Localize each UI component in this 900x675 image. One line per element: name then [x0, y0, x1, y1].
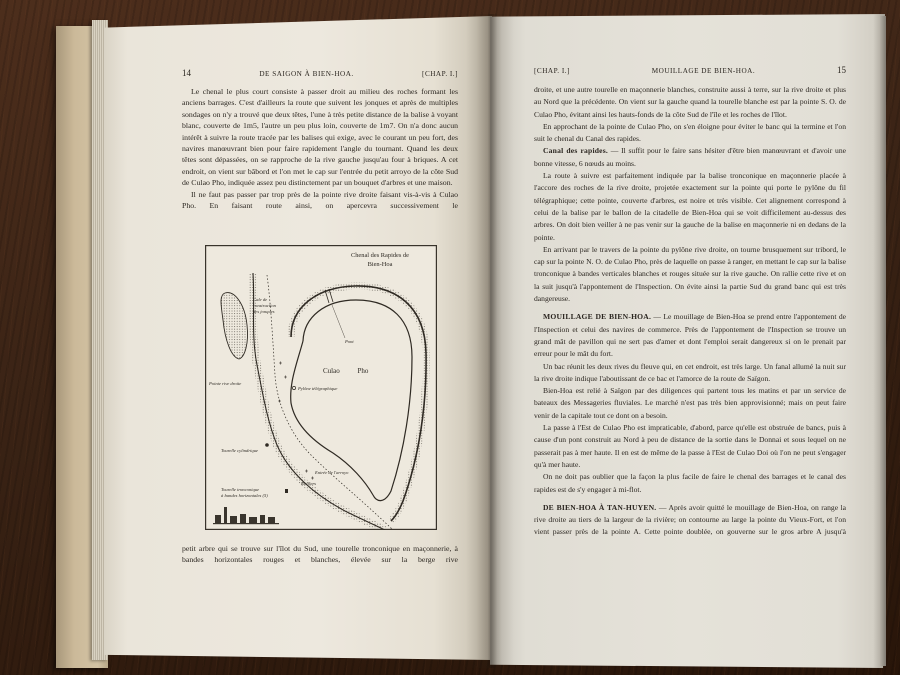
- paragraph-mouillage: [534, 311, 846, 360]
- chapter-marker: [CHAP. I.]: [534, 67, 570, 75]
- map-label: Pylône télégraphique: [298, 386, 338, 391]
- map-figure: [205, 245, 437, 530]
- paragraph: Il ne faut pas passer par trop près de la pointe rive droite faisant vis-à-vis à Culao Pho. En faisant route ainsi, on apercevra successivement le: [182, 189, 458, 211]
- page-number: 14: [182, 68, 191, 78]
- paragraph: En arrivant par le travers de la pointe du pylône rive droite, on tourne brusquement sur tribord, le cap sur la pointe N. O. de Culao Pho, près de laquelle on passe à ranger, en mettant le cap sur la balise tronconique à bandes verticales blanches et rouges située sur la rive gauche. On rallie cette rive et on la suit jusqu'à l'appontement de l'Inspection. On évite ainsi la partie Sud du grand banc qui est très dangereuse.: [534, 244, 846, 304]
- paragraph-body: — Après avoir quitté le mouillage de Bien-Hoa, on range la rive droite au tiers de la largeur de la rivière; on contourne au large la pointe du Vieux-Fort, et l'on vient passer près de la pointe A. Cette pointe doublée, on gouverne sur le gros arbre A jusqu'à: [534, 502, 847, 537]
- right-page-text: [534, 84, 846, 539]
- paragraph-tan-huyen: [534, 502, 846, 539]
- map-label: Rochers: [301, 481, 317, 486]
- map-label: Cale de: [253, 297, 268, 302]
- paragraph-body: — Il suffit pour le faire sans hésiter d'être bien manœuvrant et d'avoir une bonne vitesse, 6 nœuds au moins.: [534, 146, 846, 168]
- paragraph: petit arbre qui se trouve sur l'îlot du Sud, une tourelle tronconique en maçonnerie, à bandes horizontales rouges et blanches, élevée sur la berge rive: [182, 544, 458, 565]
- map-label: Entrée de l'arroyo: [315, 470, 349, 475]
- right-page-edge: [880, 16, 886, 666]
- section-heading: MOUILLAGE DE BIEN-HOA.: [543, 312, 652, 322]
- paragraph: On ne doit pas oublier que la façon la plus facile de faire le chenal des barrages et le canal des rapides est de s'y engager à mi-flot.: [534, 472, 846, 494]
- paragraph: Un bac réunit les deux rives du fleuve qui, en cet endroit, est très large. Un fanal allumé la nuit sur la rive droite indique l'aboutissant de ce bac et l'amorce de la route de Saïgon.: [534, 361, 846, 383]
- tourelle-cylindrique-marker: [265, 443, 269, 447]
- right-page-header: [534, 65, 846, 75]
- chapter-marker: [CHAP. I.]: [422, 70, 458, 78]
- map-label: construction: [253, 303, 276, 308]
- paragraph: Le chenal le plus court consiste à passer droit au milieu des roches formant les anciens barrages. C'est d'ailleurs la route que suivent les jonques et après de multiples sondages on n'y a trouvé que deux têtes, l'une à très petite distance de la balise à voyant blanc, couverte de 1m5, l'autre un peu plus loin, couverte de 1m7. On n'a donc aucun intérêt à suivre la route tracée par les balises qui exige, avec le courant un peu fort, des navires manœuvrant bien pour faire rapidement l'angle du tournant. Quand les deux têtes sont dépassées, on se rapproche de la rive gauche jusqu'au four à briques. A cet endroit, on vient sur bâbord et l'on met le cap sur l'entrée du petit arroyo de la côte Sud de Culao Pho, indiquée assez peu distinctement par un bouquet d'arbres et une maison.: [182, 87, 458, 188]
- tourelle-tronconique-marker: [285, 489, 288, 493]
- paragraph: droite, et une autre tourelle en maçonnerie blanches, construite aussi à terre, sur la rive droite et plus au Nord que la précédente. On vient sur la gauche quand la tourelle blanche est par la pointe S. O. de Culao Pho, évitant ainsi les hauts-fonds de la côte Sud de l'île et les roches de l'îlot.: [534, 85, 846, 119]
- section-heading: DE BIEN-HOA À TAN-HUYEN.: [543, 502, 657, 512]
- map-label: Pointe rive droite: [209, 381, 242, 386]
- map-title-line: Bien-Hoa: [367, 261, 393, 268]
- island-label: Culao Pho: [323, 367, 369, 375]
- map-label: Tourelle tronconique: [221, 487, 260, 492]
- left-page-text-after-map: [182, 543, 458, 566]
- running-head: DE SAIGON À BIEN-HOA.: [259, 70, 354, 78]
- map-label: Tourelle cylindrique: [221, 448, 259, 453]
- page-number: 15: [836, 65, 846, 75]
- map-label: des jonques: [253, 309, 275, 314]
- left-page-text: [182, 86, 458, 211]
- map-rapides-bien-hoa: [205, 245, 437, 530]
- paragraph: Bien-Hoa est relié à Saïgon par des diligences qui partent tous les matins et par un service de bateaux des Messageries fluviales. Le marché n'est pas très bien approvisionné; mais on peut faire venir de la capitale tout ce dont on a besoin.: [534, 386, 846, 420]
- book-gutter-shadow: [466, 14, 514, 668]
- paragraph-body: — Le mouillage de Bien-Hoa se prend entre l'appontement de l'Inspection et celui des navires de commerce. Près de l'appontement de l'Inspection se trouve un grand mât de pavillon qui ne sert pas d'amer et dont l'emploi serait dangereux si on le prenait par erreur pour le mât du fort.: [534, 312, 846, 359]
- paragraph: En approchant de la pointe de Culao Pho, on s'en éloigne pour éviter le banc qui la termine et l'on suit le chenal du Canal des rapides.: [534, 121, 846, 144]
- paragraph-canal-des-rapides: [534, 145, 846, 170]
- map-label: à bandes horizontales (5): [221, 493, 268, 498]
- running-head: MOUILLAGE DE BIEN-HOA.: [651, 67, 756, 75]
- map-title-line: Chenal des Rapides de: [350, 252, 410, 259]
- section-heading: Canal des rapides.: [543, 146, 608, 156]
- map-label: Pont: [345, 339, 354, 344]
- paragraph: La route à suivre est parfaitement indiquée par la balise tronconique en maçonnerie placée à l'accore des roches de la rive droite, projetée exactement sur la pointe qui porte le pylône du fil télégraphique; cette pointe, couverte d'arbres, est noire et très visible. Cet alignement correspond à celui de la balise par le ballon de la citadelle de Bien-Hoa qui se voit difficilement au-dessus des arbres. On doit bien veiller à ne pas venir sur la gauche de la balise en maçonnerie ni en dedans de la pointe.: [534, 171, 846, 242]
- paragraph: La passe à l'Est de Culao Pho est impraticable, d'abord, parce qu'elle est obstruée de bancs, puis à cause d'un pont construit au Nord à peu de distance de la sortie dans le Donnai et sous lequel on ne passerait pas à mer haute. Il en est de même de la passe à l'Est de Culao Doi où l'on ne peut s'engager qu'à mer haute.: [534, 423, 846, 469]
- left-page-header: [182, 68, 458, 78]
